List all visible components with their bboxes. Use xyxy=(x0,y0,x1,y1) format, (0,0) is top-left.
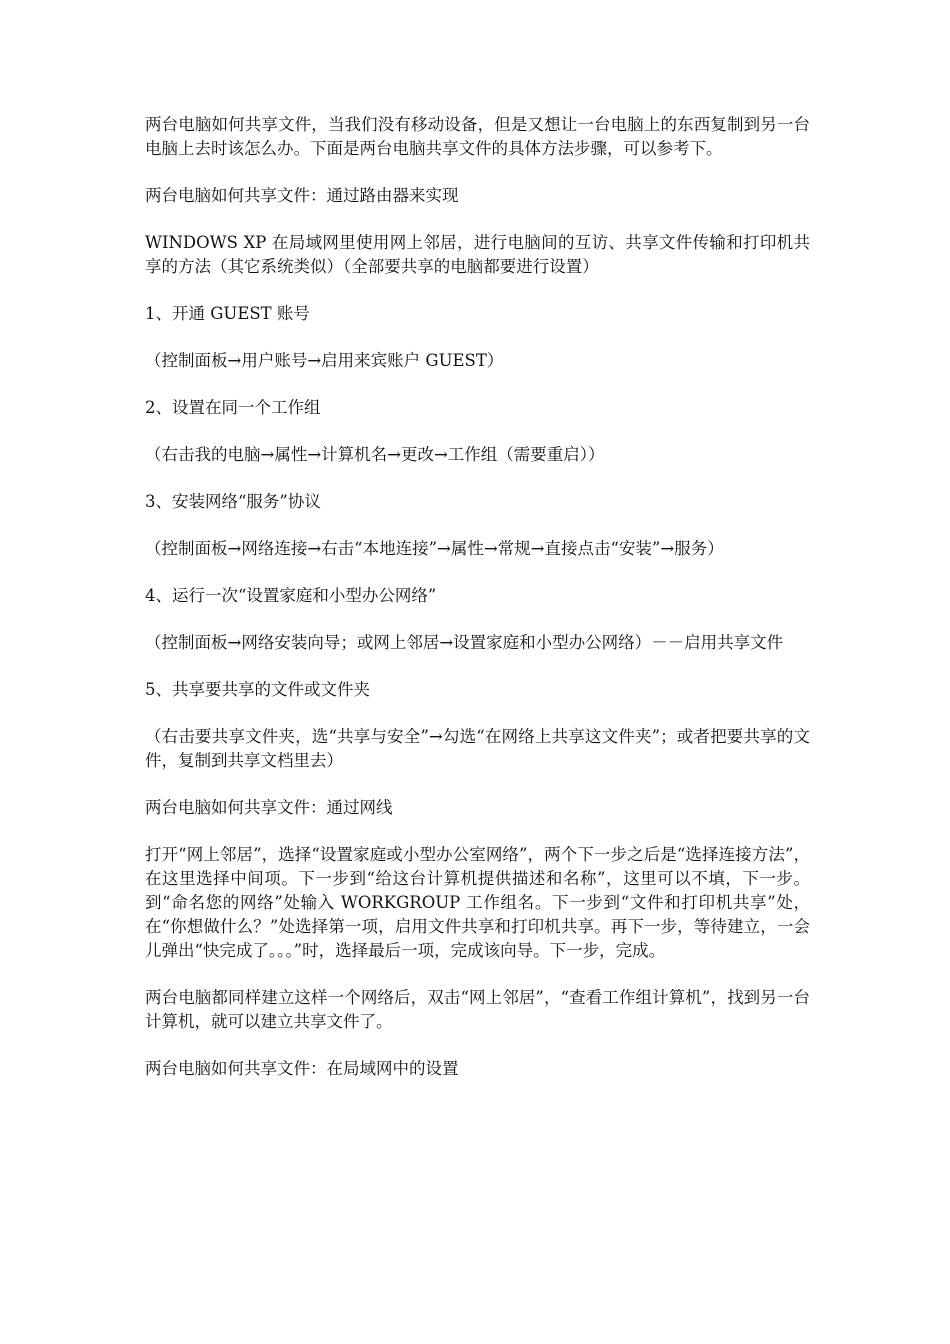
step-4-title: 4、运行一次“设置家庭和小型办公网络” xyxy=(145,586,437,605)
step-2-detail: （右击我的电脑→属性→计算机名→更改→工作组（需要重启）） xyxy=(145,445,605,464)
step-1-detail: （控制面板→用户账号→启用来宾账户 GUEST） xyxy=(145,351,504,370)
intro-paragraph: 两台电脑如何共享文件，当我们没有移动设备，但是又想让一台电脑上的东西复制到另一台电脑上去时该怎么办。下面是两台电脑共享文件的具体方法步骤，可以参考下。 xyxy=(145,115,810,158)
step-5-detail: （右击要共享文件夹，选“共享与安全”→勾选“在网络上共享这文件夹”；或者把要共享的文件，复制到共享文档里去） xyxy=(145,727,810,770)
step-3-detail: （控制面板→网络连接→右击“本地连接”→属性→常规→直接点击“安装”→服务） xyxy=(145,539,724,558)
section-heading-lan: 两台电脑如何共享文件：在局域网中的设置 xyxy=(145,1059,459,1078)
document-body xyxy=(145,113,810,1104)
step-4-detail: （控制面板→网络安装向导；或网上邻居→设置家庭和小型办公网络）－－启用共享文件 xyxy=(145,633,784,652)
section-heading-router: 两台电脑如何共享文件：通过路由器来实现 xyxy=(145,186,459,205)
step-1-title: 1、开通 GUEST 账号 xyxy=(145,304,310,323)
cable-setup-paragraph: 打开“网上邻居”，选择“设置家庭或小型办公室网络”，两个下一步之后是“选择连接方法”，在这里选择中间项。下一步到“给这台计算机提供描述和名称”，这里可以不填，下一步。到“命名您的网络”处输入 WORKGROUP 工作组名。下一步到“文件和打印机共享”处，在“你想做什么？”处选择第一项，启用文件共享和打印机共享。再下一步，等待建立，一会儿弹出“快完成了。。。”时，选择最后一项，完成该向导。下一步，完成。 xyxy=(145,845,810,960)
step-2-title: 2、设置在同一个工作组 xyxy=(145,398,321,417)
cable-finish-paragraph: 两台电脑都同样建立这样一个网络后，双击“网上邻居”，“查看工作组计算机”，找到另一台计算机，就可以建立共享文件了。 xyxy=(145,988,810,1031)
xp-network-paragraph: WINDOWS XP 在局域网里使用网上邻居，进行电脑间的互访、共享文件传输和打印机共享的方法（其它系统类似）（全部要共享的电脑都要进行设置） xyxy=(145,233,810,276)
section-heading-cable: 两台电脑如何共享文件：通过网线 xyxy=(145,798,393,817)
step-5-title: 5、共享要共享的文件或文件夹 xyxy=(145,680,370,699)
step-3-title: 3、安装网络“服务”协议 xyxy=(145,492,321,511)
